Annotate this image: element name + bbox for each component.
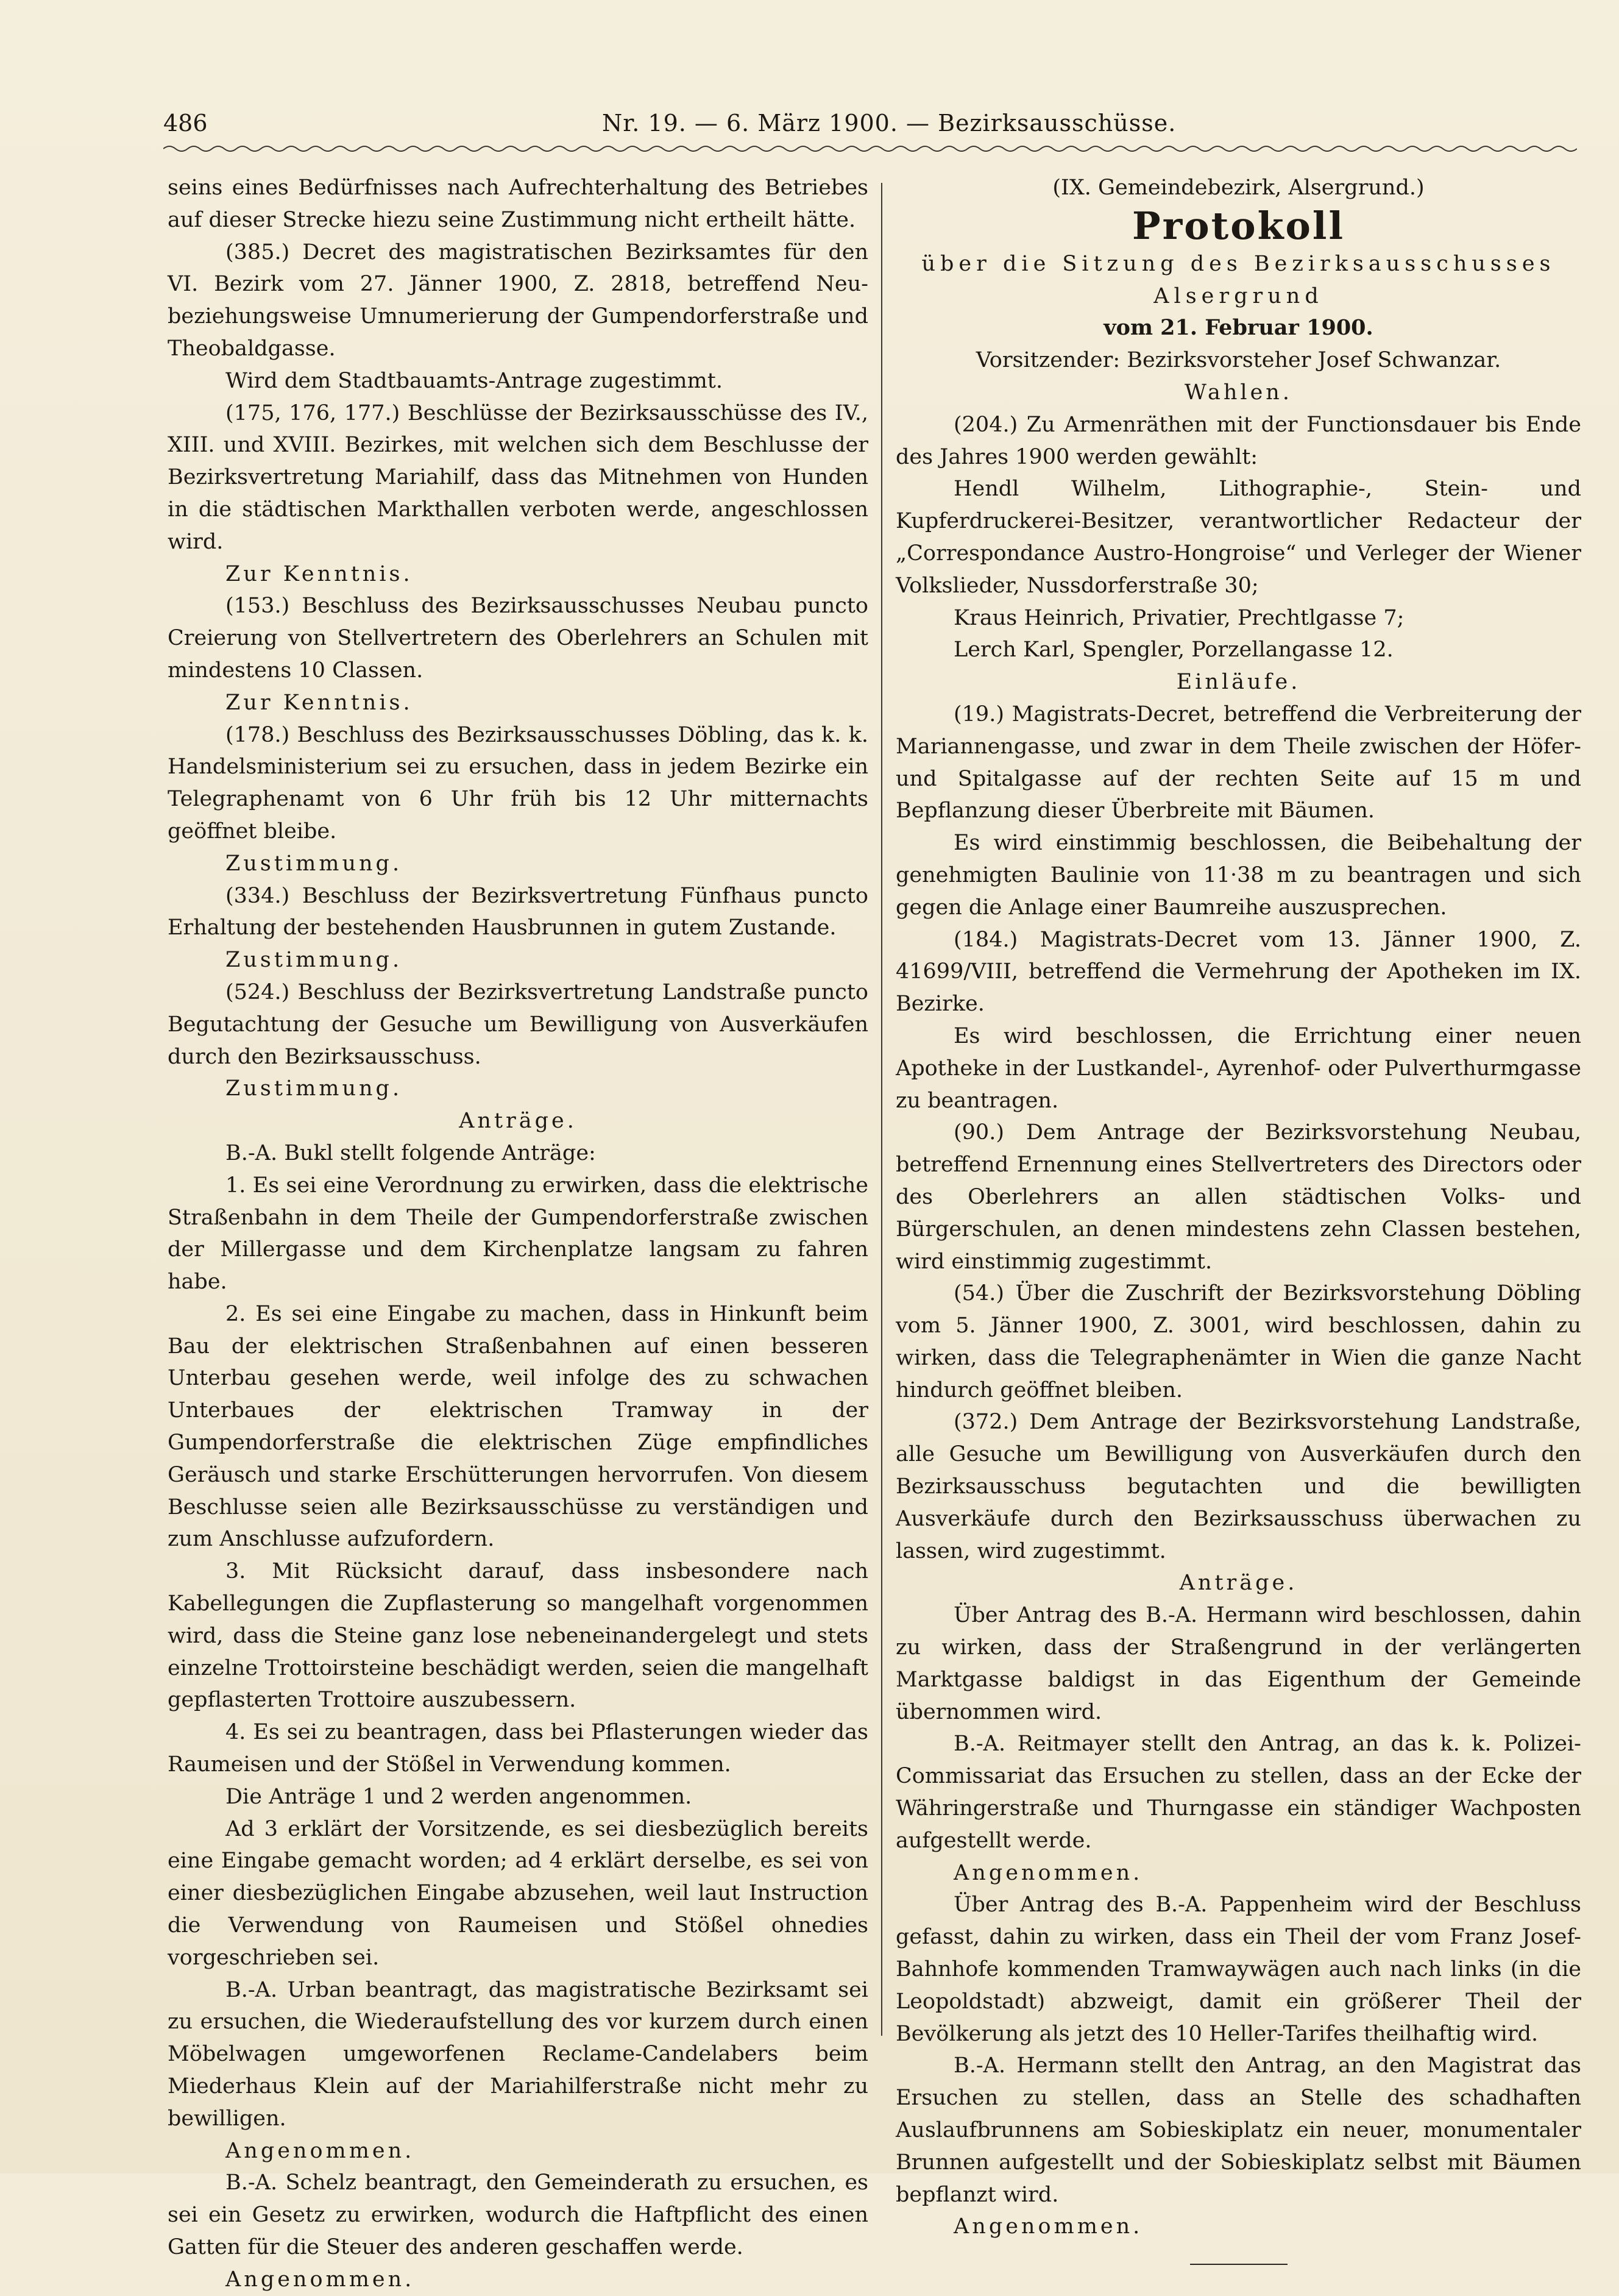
paragraph: vom 21. Februar 1900. xyxy=(1104,315,1373,341)
column-divider xyxy=(881,183,882,2036)
paragraph: Angenommen. xyxy=(225,2138,415,2163)
paragraph: Ad 3 erklärt der Vorsitzende, es sei diesbezüglich bereits eine Eingabe gemacht worden; ad 4 erklärt derselbe, es sei von einer diesbezüglichen Eingabe abzusehen, weil laut Instruction die Verwendung von Raumeisen und Stößel ohnedies vorgeschrieben sei. xyxy=(168,1816,868,1970)
left-column xyxy=(168,172,868,2296)
paragraph: Kraus Heinrich, Privatier, Prechtlgasse 7; xyxy=(954,605,1405,630)
paragraph: (204.) Zu Armenräthen mit der Functionsdauer bis Ende des Jahres 1900 werden gewählt: xyxy=(896,412,1581,469)
paragraph: (385.) Decret des magistratischen Bezirksamtes für den VI. Bezirk vom 27. Jänner 1900, Z. 2818, betreffend Neu- beziehungsweise Umnumerierung der Gumpendorferstraße und Theobaldgasse. xyxy=(168,240,868,361)
paragraph: (153.) Beschluss des Bezirksausschusses Neubau puncto Creierung von Stellvertretern des Oberlehrers an Schulen mit mindestens 10 Classen. xyxy=(168,594,868,683)
paragraph: Anträge. xyxy=(1179,1571,1298,1596)
paragraph: (334.) Beschluss der Bezirksvertretung Fünfhaus puncto Erhaltung der bestehenden Hausbrunnen in gutem Zustande. xyxy=(168,883,868,940)
paragraph: (372.) Dem Antrage der Bezirksvorstehung Landstraße, alle Gesuche um Bewilligung von Ausverkäufen durch den Bezirksausschuss begutachten und die bewilligten Ausverkäufe durch den Bezirksausschuss überwachen zu lassen, wird zugestimmt. xyxy=(896,1410,1581,1563)
paragraph: Es wird beschlossen, die Errichtung einer neuen Apotheke in der Lustkandel-, Ayrenhof- oder Pulverthurmgasse zu beantragen. xyxy=(896,1023,1581,1113)
paragraph: B.-A. Schelz beantragt, den Gemeinderath zu ersuchen, es sei ein Gesetz zu erwirken, wodurch die Haftpflicht des einen Gatten für die Steuer des anderen geschaffen werde. xyxy=(168,2170,868,2259)
paragraph: 2. Es sei eine Eingabe zu machen, dass in Hinkunft beim Bau der elektrischen Straßenbahnen auf einen besseren Unterbau gesehen werde, weil infolge des zu schwachen Unterbaues der elektrischen Tramway in der Gumpendorferstraße die elektrischen Züge empfindliches Geräusch und starke Erschütterungen hervorrufen. Von diesem Beschlusse seien alle Bezirksausschüsse zu verständigen und zum Anschlusse aufzufordern. xyxy=(168,1301,868,1552)
paragraph: (54.) Über die Zuschrift der Bezirksvorstehung Döbling vom 5. Jänner 1900, Z. 3001, wird beschlossen, dahin zu wirken, dass die Telegraphenämter in Wien die ganze Nacht hindurch geöffnet bleiben. xyxy=(896,1281,1581,1402)
right-column xyxy=(896,172,1581,2265)
paragraph: (178.) Beschluss des Bezirksausschusses Döbling, das k. k. Handelsministerium sei zu ersuchen, dass in jedem Bezirke ein Telegraphenamt von 6 Uhr früh bis 12 Uhr mitternachts geöffnet bleibe. xyxy=(168,722,868,844)
paragraph: über die Sitzung des Bezirksausschusses Alsergrund xyxy=(921,251,1556,308)
paragraph: Zustimmung. xyxy=(225,851,403,876)
paragraph: Lerch Karl, Spengler, Porzellangasse 12. xyxy=(954,638,1394,663)
paragraph: Vorsitzender: Bezirksvorsteher Josef Schwanzar. xyxy=(976,348,1501,373)
page-number: 486 xyxy=(163,110,208,137)
paragraph: (184.) Magistrats-Decret vom 13. Jänner 1900, Z. 41699/VIII, betreffend die Vermehrung der Apotheken im IX. Bezirke. xyxy=(896,927,1581,1017)
paragraph: (IX. Gemeindebezirk, Alsergrund.) xyxy=(1052,176,1425,200)
paragraph: Angenommen. xyxy=(225,2267,415,2292)
paragraph: (175, 176, 177.) Beschlüsse der Bezirksausschüsse des IV., XIII. und XVIII. Bezirkes, mit welchen sich dem Beschlusse der Bezirksvertretung Mariahilf, dass das Mitnehmen von Hunden in die städtischen Markthallen verboten werde, angeschlossen wird. xyxy=(168,400,868,554)
paragraph: seins eines Bedürfnisses nach Aufrechterhaltung des Betriebes auf dieser Strecke hiezu seine Zustimmung nicht ertheilt hätte. xyxy=(168,176,868,232)
paragraph: Zustimmung. xyxy=(225,1076,403,1101)
paragraph: Hendl Wilhelm, Lithographie-, Stein- und Kupferdruckerei-Besitzer, verantwortlicher Redacteur der „Correspondance Austro-Hongroise“ und Verleger der Wiener Volkslieder, Nussdorferstraße 30; xyxy=(896,477,1581,598)
paragraph: Einläufe. xyxy=(1176,670,1301,695)
paragraph: Zustimmung. xyxy=(225,948,403,973)
paragraph: Angenommen. xyxy=(954,1860,1143,1885)
paragraph: Wahlen. xyxy=(1185,380,1292,405)
paragraph: Wird dem Stadtbauamts-Antrage zugestimmt. xyxy=(225,368,723,393)
paragraph: Zur Kenntnis. xyxy=(225,690,413,715)
page-header xyxy=(163,110,1577,146)
paragraph: B.-A. Reitmayer stellt den Antrag, an das k. k. Polizei-Commissariat das Ersuchen zu stellen, dass an der Ecke der Währingerstraße und Thurngasse ein ständiger Wachposten aufgestellt werde. xyxy=(896,1732,1581,1853)
running-title: Nr. 19. — 6. März 1900. — Bezirksausschüsse. xyxy=(602,110,1177,137)
paragraph: Anträge. xyxy=(459,1109,577,1134)
header-wavy-rule xyxy=(163,144,1577,154)
paragraph: B.-A. Urban beantragt, das magistratische Bezirksamt sei zu ersuchen, die Wiederaufstellung des vor kurzem durch einen Möbelwagen umgeworfenen Reclame-Candelabers beim Miederhaus Klein auf der Mariahilferstraße nicht mehr zu bewilligen. xyxy=(168,1977,868,2131)
paragraph: Die Anträge 1 und 2 werden angenommen. xyxy=(225,1784,692,1809)
paragraph: Angenommen. xyxy=(954,2214,1143,2239)
paragraph: (90.) Dem Antrage der Bezirksvorstehung Neubau, betreffend Ernennung eines Stellvertreters des Directors oder des Oberlehrers an allen städtischen Volks- und Bürgerschulen, an denen mindestens zehn Classen bestehen, wird einstimmig zugestimmt. xyxy=(896,1120,1581,1274)
end-rule xyxy=(1190,2264,1288,2265)
paragraph: (524.) Beschluss der Bezirksvertretung Landstraße puncto Begutachtung der Gesuche um Bewilligung von Ausverkäufen durch den Bezirksausschuss. xyxy=(168,979,868,1069)
paragraph: Es wird einstimmig beschlossen, die Beibehaltung der genehmigten Baulinie von 11·38 m zu beantragen und sich gegen die Anlage einer Baumreihe auszusprechen. xyxy=(896,831,1581,920)
paragraph: Über Antrag des B.-A. Hermann wird beschlossen, dahin zu wirken, dass der Straßengrund in der verlängerten Marktgasse baldigst in das Eigenthum der Gemeinde übernommen wird. xyxy=(896,1603,1581,1724)
paragraph: B.-A. Hermann stellt den Antrag, an den Magistrat das Ersuchen zu stellen, dass an Stelle des schadhaften Auslaufbrunnens am Sobieskiplatz ein neuer, monumentaler Brunnen aufgestellt und der Sobieskiplatz selbst mit Bäumen bepflanzt wird. xyxy=(896,2053,1581,2207)
paragraph: Zur Kenntnis. xyxy=(225,561,413,586)
paragraph: 4. Es sei zu beantragen, dass bei Pflasterungen wieder das Raumeisen und der Stößel in Verwendung kommen. xyxy=(168,1720,868,1777)
paragraph: Protokoll xyxy=(1132,203,1345,248)
paragraph: (19.) Magistrats-Decret, betreffend die Verbreiterung der Mariannengasse, und zwar in dem Theile zwischen der Höfer- und Spitalgasse auf der rechten Seite auf 15 m und Bepflanzung dieser Überbreite mit Bäumen. xyxy=(896,702,1581,823)
paragraph: B.-A. Bukl stellt folgende Anträge: xyxy=(225,1140,596,1165)
paragraph: 1. Es sei eine Verordnung zu erwirken, dass die elektrische Straßenbahn in dem Theile der Gumpendorferstraße zwischen der Millergasse und dem Kirchenplatze langsam zu fahren habe. xyxy=(168,1173,868,1295)
paragraph: Über Antrag des B.-A. Pappenheim wird der Beschluss gefasst, dahin zu wirken, dass ein Theil der vom Franz Josef-Bahnhofe kommenden Tramwaywägen auch nach links (in die Leopoldstadt) abzweigt, damit ein größerer Theil der Bevölkerung als jetzt des 10 Heller-Tarifes theilhaftig wird. xyxy=(896,1893,1581,2046)
paragraph: 3. Mit Rücksicht darauf, dass insbesondere nach Kabellegungen die Zupflasterung so mangelhaft vorgenommen wird, dass die Steine ganz lose nebeneinandergelegt und stets einzelne Trottoirsteine beschädigt werden, seien die mangelhaft gepflasterten Trottoire auszubessern. xyxy=(168,1559,868,1713)
